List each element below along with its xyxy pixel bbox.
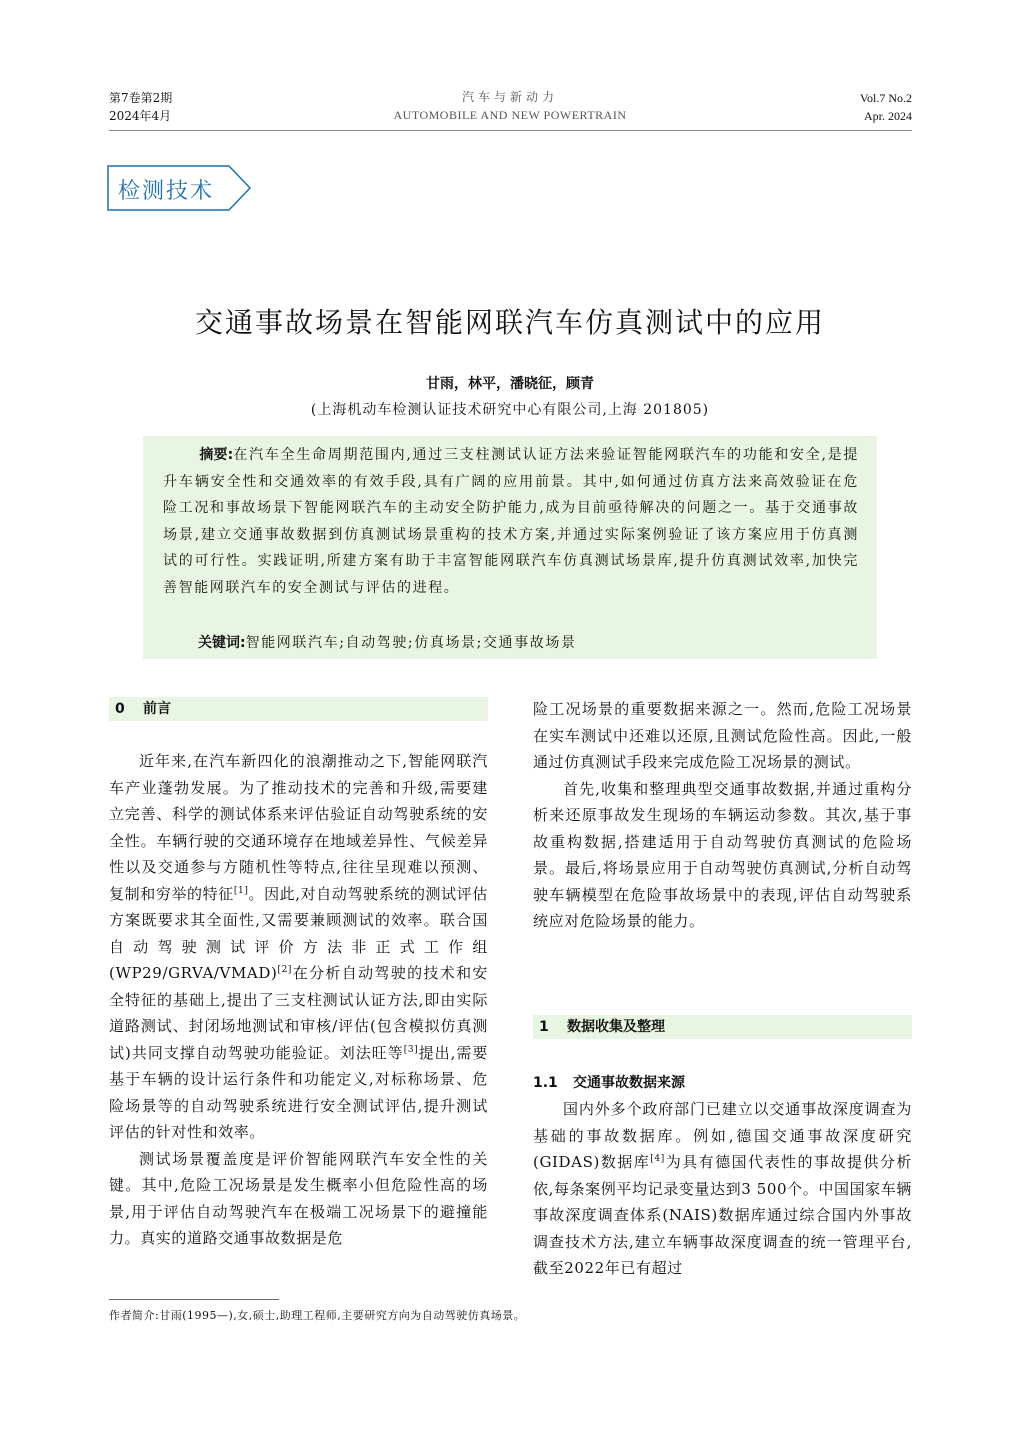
section-heading-0: [109, 697, 488, 721]
date-cn: 2024年4月: [109, 109, 172, 123]
header-right: [860, 89, 912, 125]
paragraph: [533, 1096, 912, 1282]
text-run: 近年来,在汽车新四化的浪潮推动之下,智能网联汽车产业蓬勃发展。为了推动技术的完善和升级,需要建立完善、科学的测试体系来评估验证自动驾驶系统的安全性。车辆行驶的交通环境存在地域差异性、气候差异性以及交通参与方随机性等特点,往往呈现难以预测、复制和穷举的特征: [109, 752, 488, 903]
citation: [1]: [233, 885, 249, 896]
keywords-text: 智能网联汽车;自动驾驶;仿真场景;交通事故场景: [245, 635, 577, 651]
abstract: [163, 442, 859, 601]
text-run: 国内外多个政府部门已建立以交通事故深度调查为基础的事故数据库。例如,德国交通事故深度研究(GIDAS)数据库: [533, 1100, 912, 1171]
paragraph: 险工况场景的重要数据来源之一。然而,危险工况场景在实车测试中还难以还原,且测试危险性高。因此,一般通过仿真测试手段来完成危险工况场景的测试。: [533, 700, 912, 771]
affiliation: (上海机动车检测认证技术研究中心有限公司,上海 201805): [310, 402, 710, 418]
vol-issue-cn: 第7卷第2期: [109, 91, 173, 105]
citation: [3]: [403, 1044, 419, 1055]
header-rule: [109, 130, 912, 131]
authors: 甘雨，林平，潘晓征，顾青: [426, 376, 594, 392]
subsection-heading-1-1: [533, 1073, 685, 1093]
subsection-number: 1.1: [533, 1075, 558, 1091]
author-footnote: 作者简介:甘雨(1995—),女,硕士,助理工程师,主要研究方向为自动驾驶仿真场景。: [109, 1309, 526, 1322]
section-title: 前言: [143, 701, 171, 717]
citation: [2]: [277, 965, 293, 975]
text-run: 为具有德国代表性的事故提供分析依,每条案例平均记录变量达到3 500个。中国国家车辆事故深度调查体系(NAIS)数据库通过综合国内外事故调查技术方法,建立车辆事故深度调查的统一管理平台,截至2022年已有超过: [533, 1153, 912, 1277]
vol-issue-en: Vol.7 No.2: [859, 91, 912, 105]
journal-name-cn: 汽车与新动力: [461, 90, 558, 104]
text-run: 在分析自动驾驶的技术和安全特征的基础上,提出了三支柱测试认证方法,即由实际道路测试、封闭场地测试和审核/评估(包含模拟仿真测试)共同支撑自动驾驶功能验证。刘法旺等: [109, 964, 488, 1062]
abstract-text: 在汽车全生命周期范围内,通过三支柱测试认证方法来验证智能网联汽车的功能和安全,是提升车辆安全性和交通效率的有效手段,具有广阔的应用前景。其中,如何通过仿真方法来高效验证在危险工况和事故场景下智能网联汽车的主动安全防护能力,成为目前亟待解决的问题之一。基于交通事故场景,建立交通事故数据到仿真测试场景重构的技术方案,并通过实际案例验证了该方案应用于仿真测试的可行性。实践证明,所建方案有助于丰富智能网联汽车仿真测试场景库,提升仿真测试效率,加快完善智能网联汽车的安全测试与评估的进程。: [163, 447, 859, 596]
subsection-title: 交通事故数据来源: [573, 1075, 685, 1091]
right-column-bottom: [533, 1096, 912, 1282]
paragraph: 测试场景覆盖度是评价智能网联汽车安全性的关键。其中,危险工况场景是发生概率小但危险性高的场景,用于评估自动驾驶汽车在极端工况场景下的避撞能力。真实的道路交通事故数据是危: [109, 1149, 488, 1247]
header-center: [300, 88, 720, 124]
paper-title: 交通事故场景在智能网联汽车仿真测试中的应用: [194, 306, 825, 339]
text-run: 提出,需要基于车辆的设计运行条件和功能定义,对标称场景、危险场景等的自动驾驶系统进行安全测试评估,提升测试评估的针对性和效率。: [109, 1043, 488, 1141]
left-column: [109, 748, 488, 1252]
section-tag-label: 检测技术: [118, 179, 215, 204]
header-left: [109, 89, 172, 125]
text-run: 。因此,对自动驾驶系统的测试评估方案既要求其全面性,又需要兼顾测试的效率。联合国自动驾驶测试评价方法非正式工作组(WP29/GRVA/VMAD): [109, 884, 488, 982]
paragraph: 首先,收集和整理典型交通事故数据,并通过重构分析来还原事故发生现场的车辆运动参数。其次,基于事故重构数据,搭建适用于自动驾驶仿真测试的危险场景。最后,将场景应用于自动驾驶仿真测试,分析自动驾驶车辆模型在危险事故场景中的表现,评估自动驾驶系统应对危险场景的能力。: [533, 779, 912, 930]
journal-name-en: AUTOMOBILE AND NEW POWERTRAIN: [393, 108, 627, 122]
section-heading-1: [533, 1015, 912, 1039]
footnote-rule: [109, 1299, 279, 1300]
paragraph: [109, 748, 488, 1146]
date-en: Apr. 2024: [864, 109, 912, 123]
keywords: [198, 631, 577, 655]
keywords-label: 关键词:: [198, 635, 246, 651]
section-title: 数据收集及整理: [567, 1019, 665, 1035]
right-column-top: [533, 696, 912, 935]
section-number: 0: [115, 701, 125, 717]
section-tag: [107, 165, 253, 211]
citation: [4]: [650, 1154, 665, 1164]
abstract-label: 摘要:: [199, 447, 234, 463]
section-number: 1: [539, 1019, 549, 1035]
